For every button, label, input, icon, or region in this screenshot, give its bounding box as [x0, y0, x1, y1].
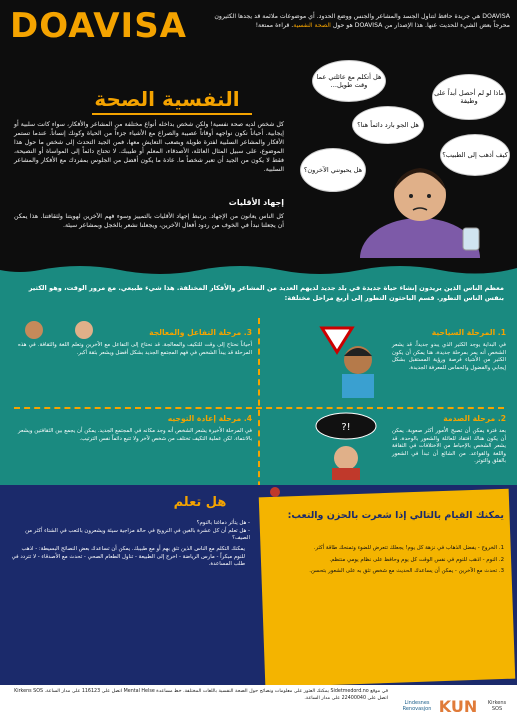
- stages-horizontal-divider: [14, 407, 504, 409]
- svg-text:?!: ?!: [341, 422, 351, 433]
- stage-3-text: أحياناً نحتاج إلى وقت للتكيف والمعالجة. قد نحتاج إلى التفاعل مع الآخرين وتعلم اللغة والثقافة. في هذه المرحلة قد يبدأ الشخص في فهم المجتمع الجديد بشكل أفضل ويشعر بثقة أكبر.: [18, 342, 252, 356]
- stage-2-text: بعد فترة يمكن أن تصبح الأمور أكثر صعوبة. يمكن أن يكون هناك افتقاد للعائلة والشعور بالوحدة، قد يشعر الشخص بالإحباط من الاختلافات في الثقافة واللغة والقواعد. من الشائع أن تبدأ في الشعور بالقلق والتوتر.: [392, 428, 506, 465]
- intro-text: DOAVISA هي جريدة حافظ لتناول الجسد والمشاعر والجنس ووضع الحدود. أي موضوعات ملائمة قد يجدها الكثيرون محرجاً بعض الشيء للحديث عنها. هذا الإصدار من DOAVISA هو حول الصحة النفسية. قراءة ممتعة!: [214, 13, 510, 29]
- stages-intro: معظم الناس الذين يريدون إنشاء حياة جديدة في بلد جديد لديهم العديد من المشاعر والأفكار المختلفة. هذا شيء طبيعي. مع مرور الوقت، وهو الكثير بنفس الناس التطور. قسم الباحثون التطور إلى أربع مراحل مختلفة:: [28, 284, 504, 302]
- talking-people-illustration: [14, 318, 106, 342]
- partner-logos: [400, 690, 512, 722]
- stage-2-title: 2. مرحلة الصدمة: [443, 414, 506, 423]
- title-underline: [92, 113, 252, 115]
- stage-4-text: في المرحلة الأخيرة يشعر الشخص أنه وجد مكانه في المجتمع الجديد. يمكن أن يجمع بين الثقافتين ويشعر بالانتماء. لكن عملية التكيف تختلف من شخص لآخر ولا تتبع دائماً نفس الترتيب.: [18, 428, 252, 442]
- pin-icon: [270, 487, 280, 497]
- doavisa-logo: DOAVISA: [10, 6, 187, 46]
- shocked-person-illustration: [306, 410, 388, 480]
- stage-1-title: 1. المرحلة السياحية: [431, 328, 506, 337]
- intro-highlight: الصحة النفسية: [293, 22, 331, 29]
- footer-text: في موقع Sidetmedord.no يمكنك العثور على معلومات ونصائح حول الصحة النفسية باللغات المختلفة. خط مساعدة Mental Helse اتصل على 116123 على مدار الساعة. Kirkens SOS اتصل على 22400040 على مدار الساعة.: [14, 689, 388, 701]
- minority-stress-title: إجهاد الأقليات: [228, 198, 284, 207]
- thought-bubble-liked: هل يحبونني الآخرون؟: [300, 148, 366, 192]
- stage-1-text: في البداية يوجد الكثير الذي يبدو جديداً. قد يشعر الشخص أنه يمر بمرحلة جديدة، هنا يمكن أن يكون الكثير من الأشياء فرصة ورؤية المستقبل بشكل إيجابي والفضول والحماس للمعرفة الجديدة.: [392, 342, 506, 371]
- mental-health-body: كل شخص لديه صحة نفسية! ولكن شخص بداخله أنواع مختلفة من المشاعر والأفكار، سواء كانت سلبية أو إيجابية. أحياناً نكون نواجهه أوقاتاً عصيبة والصراع مع الأشياء جزءاً من الحياة وكونك إنساناً. عندما تستمر الأفكار والمشاعر السلبية لفترة طويلة وبصعب التعايش معها، فمن الجيد التحدث إلى شخص ما حول هذا الموضوع، على سبيل المثال العائلة، الأصدقاء، المعلم أو طبيبك. لا تحتاج دائماً إلى المواساة أو النصيحة، فقط لا يكون من الجيد أن تعبر شخصاً ما. عادة ما يكون أفضل من الجلوس بمفردك مع الأفكار والمشاعر السلبية.: [14, 121, 284, 173]
- thought-bubble-cold: هل الجو بارد دائماً هنا؟: [352, 106, 424, 144]
- tips-body: 1. الخروج - يفضل الذهاب في نزهة كل يوم! يجعلك تتعرض للضوء وتمنحك طاقة أكثر. 2. النوم - اذهب للنوم في نفس الوقت كل يوم وحافظ على نظام يومي منتظم. 3. تحدث مع الآخرين - يمكن أن يساعدك الحديث مع شخص تثق به على الشعور بتحسن.: [309, 545, 504, 575]
- partner-logo-kirkens-sos: Kirkens SOS: [487, 700, 507, 712]
- did-you-know-list: - هل يتأثر دماغنا بالنوم؟ - هل تعلم أن كل عشرة بالغين في النرويج في حالة مزاجية سيئة ويشعرون بالتعب في الشتاء أكثر من الصيف؟: [25, 520, 250, 542]
- stage-3-title: 3. مرحلة التفاعل والمعالجة: [149, 328, 252, 337]
- thought-bubble-family: هل أتكلم مع عائلتي عما وقت طويل...: [312, 60, 386, 102]
- wave-divider: [0, 262, 517, 280]
- did-you-know-body: يمكنك التكلم مع الناس الذين تثق بهم أو مع طبيبك. يمكن أن تساعدك بعض النصائح البسيطة: - اذهب للنوم مبكراً - مارس الرياضة - اخرج إلى الطبيعة - تناول الطعام الصحي - تحدث مع الأصدقاء - لا تتردد في طلب المساعدة.: [11, 546, 245, 568]
- partner-logo-kun: KUN: [438, 696, 478, 716]
- partner-logo-lindesnes: Lindesnes Renovasjon: [402, 700, 432, 712]
- mental-health-title: النفسية الصحة: [94, 87, 240, 111]
- stage-4-title: 4. مرحلة إعادة التوجيه: [167, 414, 252, 423]
- thought-bubble-job: ماذا لو لم أحصل أبداً على وظيفة: [432, 74, 506, 120]
- did-you-know-title: هل تعلم: [173, 495, 227, 510]
- worried-person-illustration: [345, 150, 495, 258]
- thought-bubble-doctor: كيف أذهب إلى الطبيب؟: [440, 134, 510, 176]
- minority-stress-body: كل الناس يعانون من الإجهاد. يرتبط إجهاد الأقليات بالتمييز وسوء فهم الآخرين لهويتنا ولثقافتنا. هذا يمكن أن يجعلنا نبدأ في الخوف من ردود أفعال الآخرين، ويجعلنا نشعر بالخجل وبمشاعر سيئة.: [14, 213, 284, 229]
- tourist-illustration: [312, 318, 384, 398]
- tips-title: يمكنك القيام بالتالي إذا شعرت بالحزن والتعب:: [287, 510, 504, 521]
